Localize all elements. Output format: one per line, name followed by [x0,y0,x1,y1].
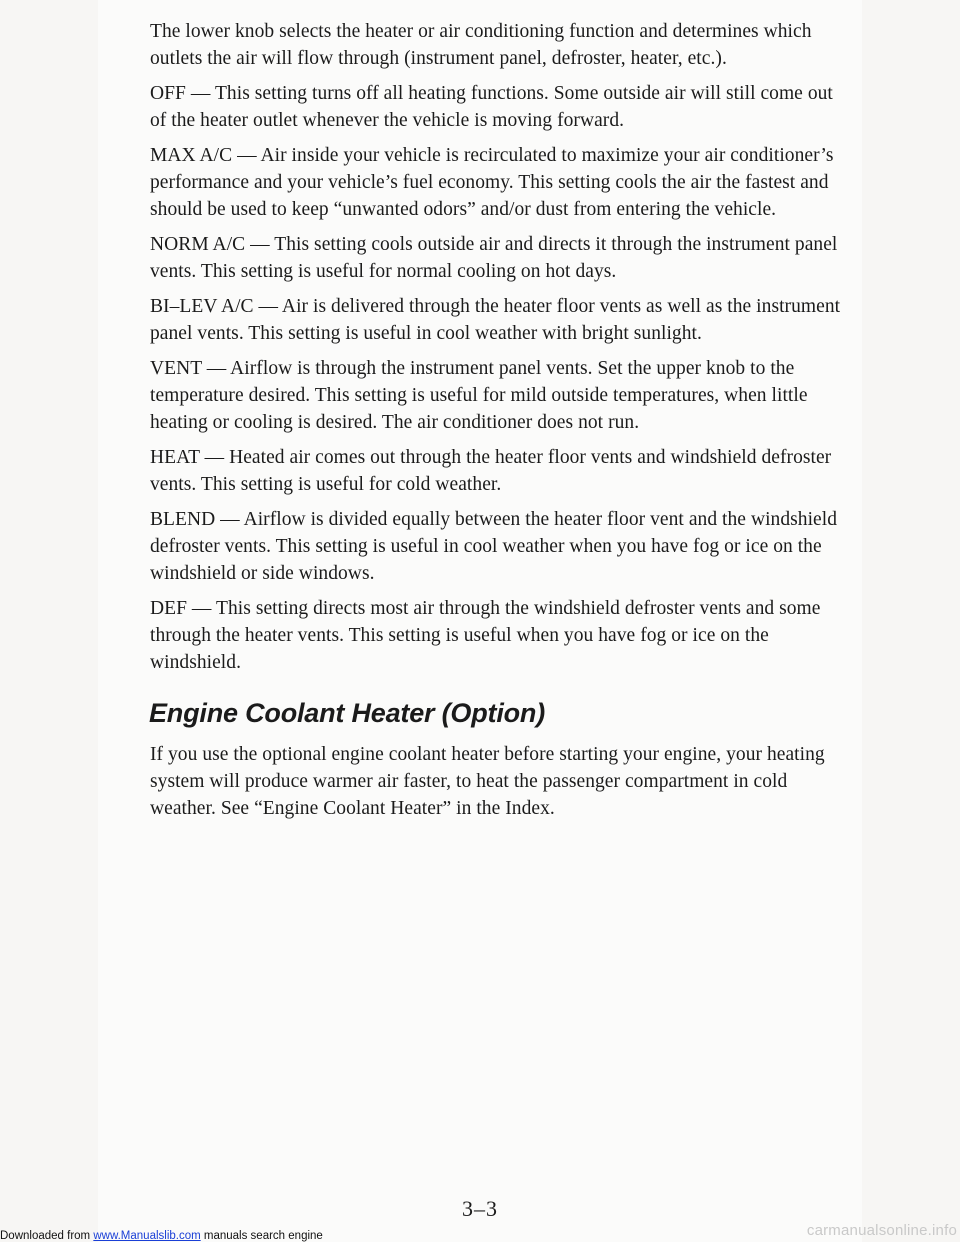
def-setting-paragraph: DEF — This setting directs most air through the windshield defroster vents and some through the heater vents. This setting is useful when you have fog or ice on the windshield. [150,598,821,673]
blend-setting-paragraph: BLEND — Airflow is divided equally between the heater floor vent and the windshield defroster vents. This setting is useful in cool weather when you have fog or ice on the windshield or side windows. [150,509,838,584]
footer-suffix: manuals search engine [200,1230,323,1242]
section-body-paragraph: If you use the optional engine coolant heater before starting your engine, your heating system will produce warmer air faster, to heat the passenger compartment in cold weather. See “Engine Coolant Heater” in the Index. [150,744,825,819]
page-number: 3–3 [462,1196,498,1221]
page-content [150,18,850,830]
intro-paragraph: The lower knob selects the heater or air conditioning function and determines which outlets the air will flow through (instrument panel, defroster, heater, etc.). [150,21,812,69]
vent-setting-paragraph: VENT — Airflow is through the instrument panel vents. Set the upper knob to the temperature desired. This setting is useful for mild outside temperatures, when little heating or cooling is desired. The air conditioner does not run. [150,358,808,433]
watermark-text: carmanualsonline.info [806,1222,957,1239]
bi-lev-ac-setting-paragraph: BI–LEV A/C — Air is delivered through the heater floor vents as well as the instrument panel vents. This setting is useful in cool weather with bright sunlight. [150,296,841,344]
off-setting-paragraph: OFF — This setting turns off all heating functions. Some outside air will still come out of the heater outlet whenever the vehicle is moving forward. [150,83,833,131]
manualslib-link[interactable]: www.Manualslib.com [93,1230,201,1242]
download-footer [0,1230,323,1242]
norm-ac-setting-paragraph: NORM A/C — This setting cools outside air and directs it through the instrument panel vents. This setting is useful for normal cooling on hot days. [150,234,838,282]
section-heading: Engine Coolant Heater (Option) [149,698,545,728]
heat-setting-paragraph: HEAT — Heated air comes out through the heater floor vents and windshield defroster vents. This setting is useful for cold weather. [150,447,832,495]
max-ac-setting-paragraph: MAX A/C — Air inside your vehicle is recirculated to maximize your air conditioner’s performance and your vehicle’s fuel economy. This setting cools the air the fastest and should be used to keep “unwanted odors” and/or dust from entering the vehicle. [150,145,834,220]
footer-prefix: Downloaded from [0,1230,94,1242]
